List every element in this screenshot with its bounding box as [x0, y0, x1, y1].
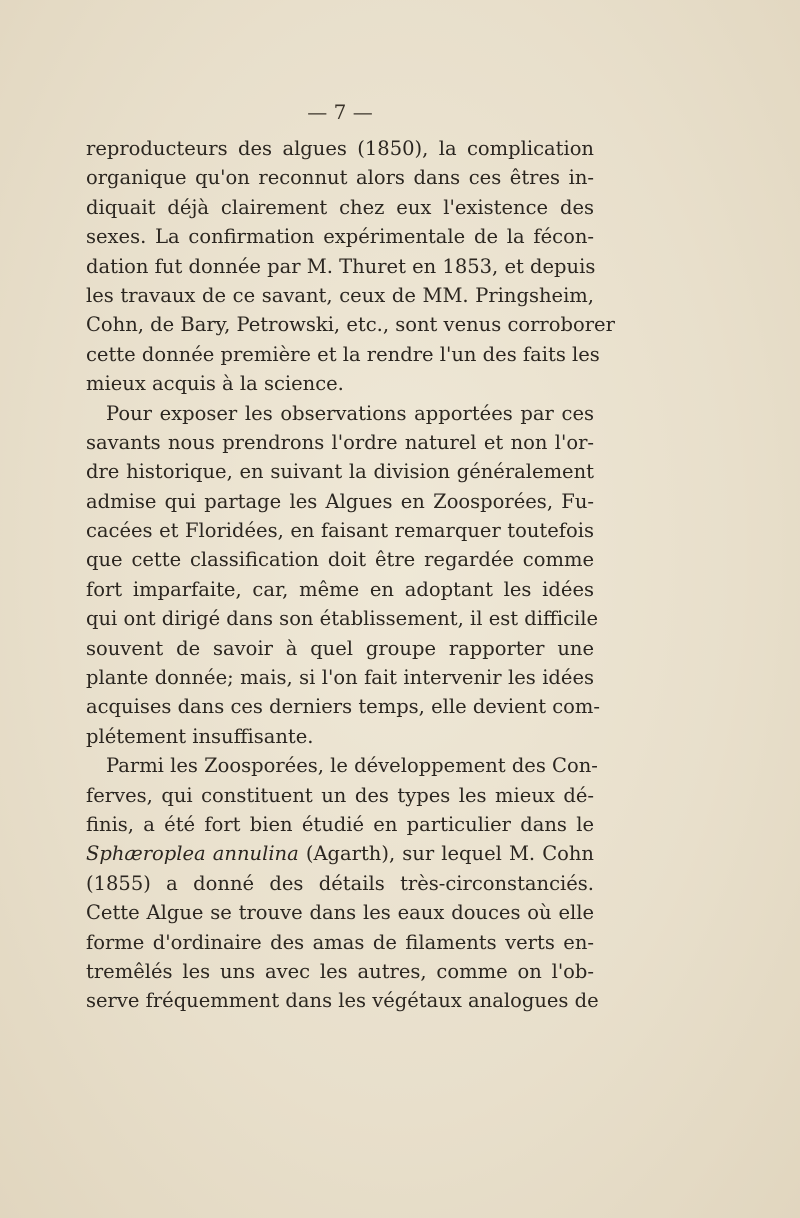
text-line: savants nous prendrons l'ordre naturel et non l'or-	[86, 430, 594, 454]
text-line: fort imparfaite, car, même en adoptant les idées	[86, 577, 594, 601]
paragraph	[86, 134, 615, 399]
text-line: les travaux de ce savant, ceux de MM. Pringsheim,	[86, 283, 594, 307]
text-line: (1855) a donné des détails très-circonstanciés.	[86, 871, 594, 895]
text-line: plante donnée; mais, si l'on fait intervenir les idées	[86, 666, 594, 690]
species-name: Sphæroplea annulina	[86, 842, 299, 866]
paragraph	[86, 399, 600, 752]
text-line: Parmi les Zoosporées, le développement des Con-	[106, 754, 598, 778]
text-line: cacées et Floridées, en faisant remarquer toutefois	[86, 519, 594, 543]
text-line: dre historique, en suivant la division généralement	[86, 460, 594, 484]
species-line-rest: (Agarth), sur lequel M. Cohn	[298, 842, 594, 866]
page-number: — 7 —	[307, 100, 373, 124]
text-line: Cette Algue se trouve dans les eaux douces où elle	[86, 901, 594, 925]
text-line: qui ont dirigé dans son établissement, il est difficile	[86, 607, 599, 631]
text-line: forme d'ordinaire des amas de filaments verts en-	[86, 930, 594, 954]
text-line: que cette classification doit être regardée comme	[86, 548, 594, 572]
paragraph	[86, 751, 599, 1016]
text-line: dation fut donnée par M. Thuret en 1853, et depuis	[86, 254, 596, 278]
text-line: acquises dans ces derniers temps, elle devient com-	[86, 695, 600, 719]
text-line: tremêlés les uns avec les autres, comme on l'ob-	[86, 959, 594, 983]
text-line: diquait déjà clairement chez eux l'existence des	[86, 195, 594, 219]
text-line: cette donnée première et la rendre l'un des faits les	[86, 342, 600, 366]
text-line: serve fréquemment dans les végétaux analogues de	[86, 989, 599, 1013]
text-line: Pour exposer les observations apportées par ces	[106, 401, 594, 425]
text-line: organique qu'on reconnut alors dans ces êtres in-	[86, 166, 594, 190]
text-line: reproducteurs des algues (1850), la complication	[86, 137, 594, 160]
text-line: souvent de savoir à quel groupe rapporter une	[86, 636, 594, 660]
text-line: admise qui partage les Algues en Zoosporées, Fu-	[86, 489, 594, 513]
text-line: finis, a été fort bien étudié en particulier dans le	[86, 812, 594, 836]
text-line: plétement insuffisante.	[86, 724, 314, 748]
text-line: mieux acquis à la science.	[86, 372, 344, 396]
text-line: Cohn, de Bary, Petrowski, etc., sont venus corroborer	[86, 313, 615, 337]
text-line: sexes. La confirmation expérimentale de la fécon-	[86, 225, 594, 249]
text-line-species	[86, 839, 594, 868]
text-line: ferves, qui constituent un des types les mieux dé-	[86, 783, 594, 807]
body-text	[86, 134, 615, 1016]
